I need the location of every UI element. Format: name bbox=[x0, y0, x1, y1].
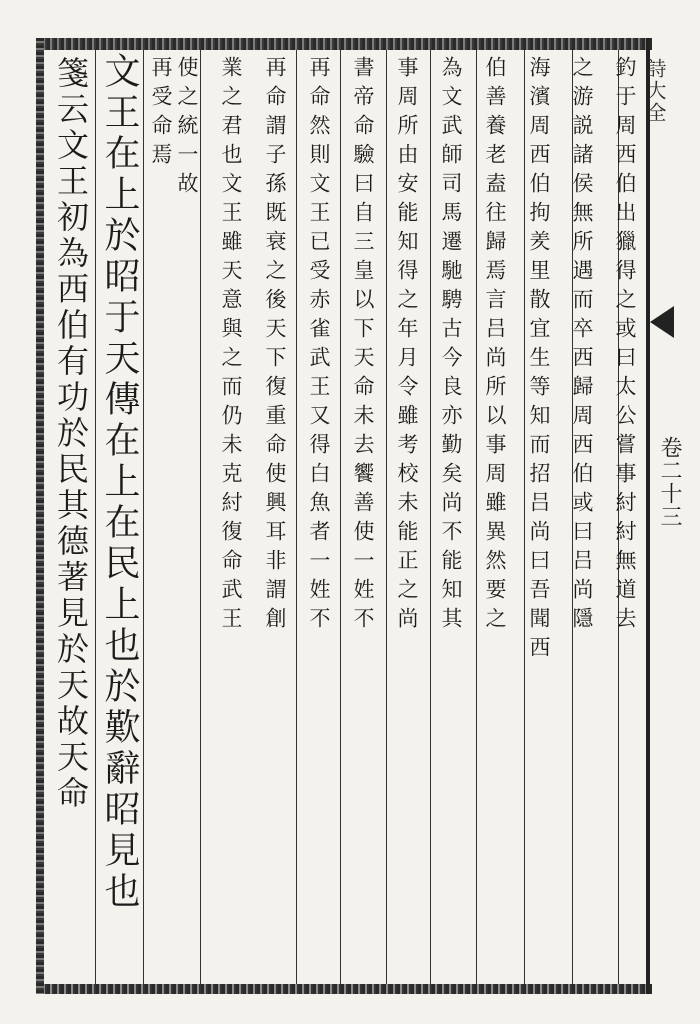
column-rule bbox=[430, 50, 431, 984]
column-rule bbox=[200, 50, 201, 984]
page-border-right bbox=[646, 38, 650, 994]
fishtail-mark-icon bbox=[650, 306, 674, 338]
volume-label: 卷二十三 bbox=[657, 436, 682, 528]
page-border-left bbox=[36, 38, 44, 994]
column-rule bbox=[386, 50, 387, 984]
text-column-12: 再受命焉 bbox=[149, 56, 173, 172]
text-column-6: 事周所由安能知得之年月令雖考校未能正之尚 bbox=[395, 56, 419, 636]
main-verse-column: 文王在上於昭于天傳在上在民上也於歎辭昭見也 bbox=[99, 52, 140, 913]
column-rule bbox=[476, 50, 477, 984]
text-column-1: 釣于周西伯出獵得之或曰太公嘗事紂紂無道去 bbox=[613, 56, 637, 636]
text-column-3: 海濱周西伯拘羑里散宜生等知而招吕尚曰吾聞西 bbox=[527, 56, 551, 665]
text-column-10: 業之君也文王雖天意與之而仍未克紂復命武王 bbox=[219, 56, 243, 636]
column-rule bbox=[524, 50, 525, 984]
column-rule bbox=[143, 50, 144, 984]
page-border-top bbox=[40, 38, 652, 50]
text-column-9: 再命謂子孫既衰之後天下復重命使興耳非謂創 bbox=[263, 56, 287, 636]
column-rule bbox=[340, 50, 341, 984]
text-column-7: 書帝命驗曰自三皇以下天命未去饗善使一姓不 bbox=[351, 56, 375, 636]
page-border-bottom bbox=[40, 984, 652, 994]
text-column-2: 之游説諸侯無所遇而卒西歸周西伯或曰吕尚隱 bbox=[570, 56, 594, 636]
column-rule bbox=[296, 50, 297, 984]
text-column-4: 伯善養老盍往歸焉言吕尚所以事周雖異然要之 bbox=[483, 56, 507, 636]
text-column-11: 使之統一故 bbox=[175, 56, 199, 201]
commentary-column: 箋云文王初為西伯有功於民其德著見於天故天命 bbox=[52, 56, 90, 812]
column-rule bbox=[95, 50, 96, 984]
gutter-title: 詩大全 bbox=[643, 58, 667, 124]
text-column-8: 再命然則文王已受赤雀武王又得白魚者一姓不 bbox=[307, 56, 331, 636]
text-column-5: 為文武師司馬遷馳騁古今良亦勤矣尚不能知其 bbox=[439, 56, 463, 636]
